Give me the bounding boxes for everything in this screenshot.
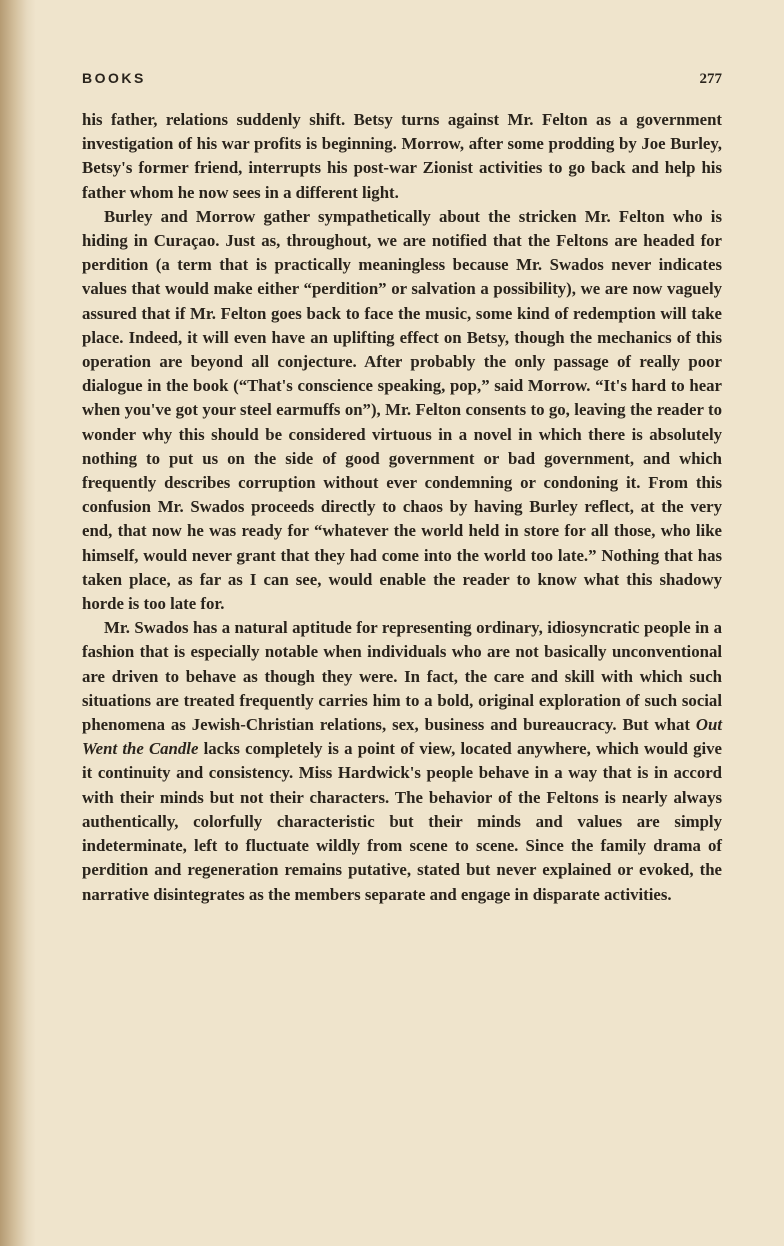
page-body bbox=[82, 108, 722, 907]
paragraph-2: Burley and Morrow gather sympathetically about the stricken Mr. Felton who is hiding in Curaçao. Just as, throughout, we are notified that the Feltons are headed for perdition (a term that is practically meaningless because Mr. Swados never indicates values that would make either “perdition” or salvation a possibility), we are now vaguely assured that if Mr. Felton goes back to face the music, some kind of redemption will take place. Indeed, it will even have an uplifting effect on Betsy, though the mechanics of this operation are beyond all conjecture. After probably the only passage of really poor dialogue in the book (“That's conscience speaking, pop,” said Morrow. “It's hard to hear when you've got your steel earmuffs on”), Mr. Felton consents to go, leaving the reader to wonder why this should be considered virtuous in a novel in which there is absolutely nothing to put us on the side of good government or bad government, and which frequently describes corruption without ever condemning or condoning it. From this confusion Mr. Swados proceeds directly to chaos by having Burley reflect, at the very end, that now he was ready for “whatever the world held in store for all those, who like himself, would never grant that they had come into the world too late.” Nothing that has taken place, as far as I can see, would enable the reader to know what this shadowy horde is too late for. bbox=[82, 206, 722, 614]
book-spine-shadow bbox=[0, 0, 36, 1246]
page-number: 277 bbox=[699, 71, 722, 87]
paragraph-3 bbox=[82, 616, 722, 906]
section-title: BOOKS bbox=[82, 70, 146, 86]
paragraph-1: his father, relations suddenly shift. Betsy turns against Mr. Felton as a government investigation of his war profits is beginning. Morrow, after some prodding by Joe Burley, Betsy's former friend, interrupts his post-war Zionist activities to go back and help his father whom he now sees in a different light. bbox=[82, 110, 722, 202]
book-title-italic: Out Went the Candle bbox=[82, 715, 722, 759]
paragraph-3-text-before: Mr. Swados has a natural aptitude for representing ordinary, idiosyncratic people in a fashion that is especially notable when individuals who are not basically unconventional are driven to behave as though they were. In fact, the care and skill with which such situations are treated frequently carries him to a bold, original exploration of such social phenomena as Jewish-Christian relations, sex, business and bureaucracy. But what bbox=[82, 618, 722, 735]
running-head bbox=[82, 70, 722, 108]
book-page bbox=[82, 70, 722, 907]
paragraph-3-text-after: lacks completely is a point of view, located anywhere, which would give it continuity and consistency. Miss Hardwick's people behave in a way that is in accord with their minds but not their characters. The behavior of the Feltons is nearly always authentically, colorfully characteristic but their minds and values are simply indeterminate, left to fluctuate wildly from scene to scene. Since the family drama of perdition and regeneration remains putative, stated but never explained or evoked, the narrative disintegrates as the members separate and engage in disparate activities. bbox=[82, 739, 722, 904]
